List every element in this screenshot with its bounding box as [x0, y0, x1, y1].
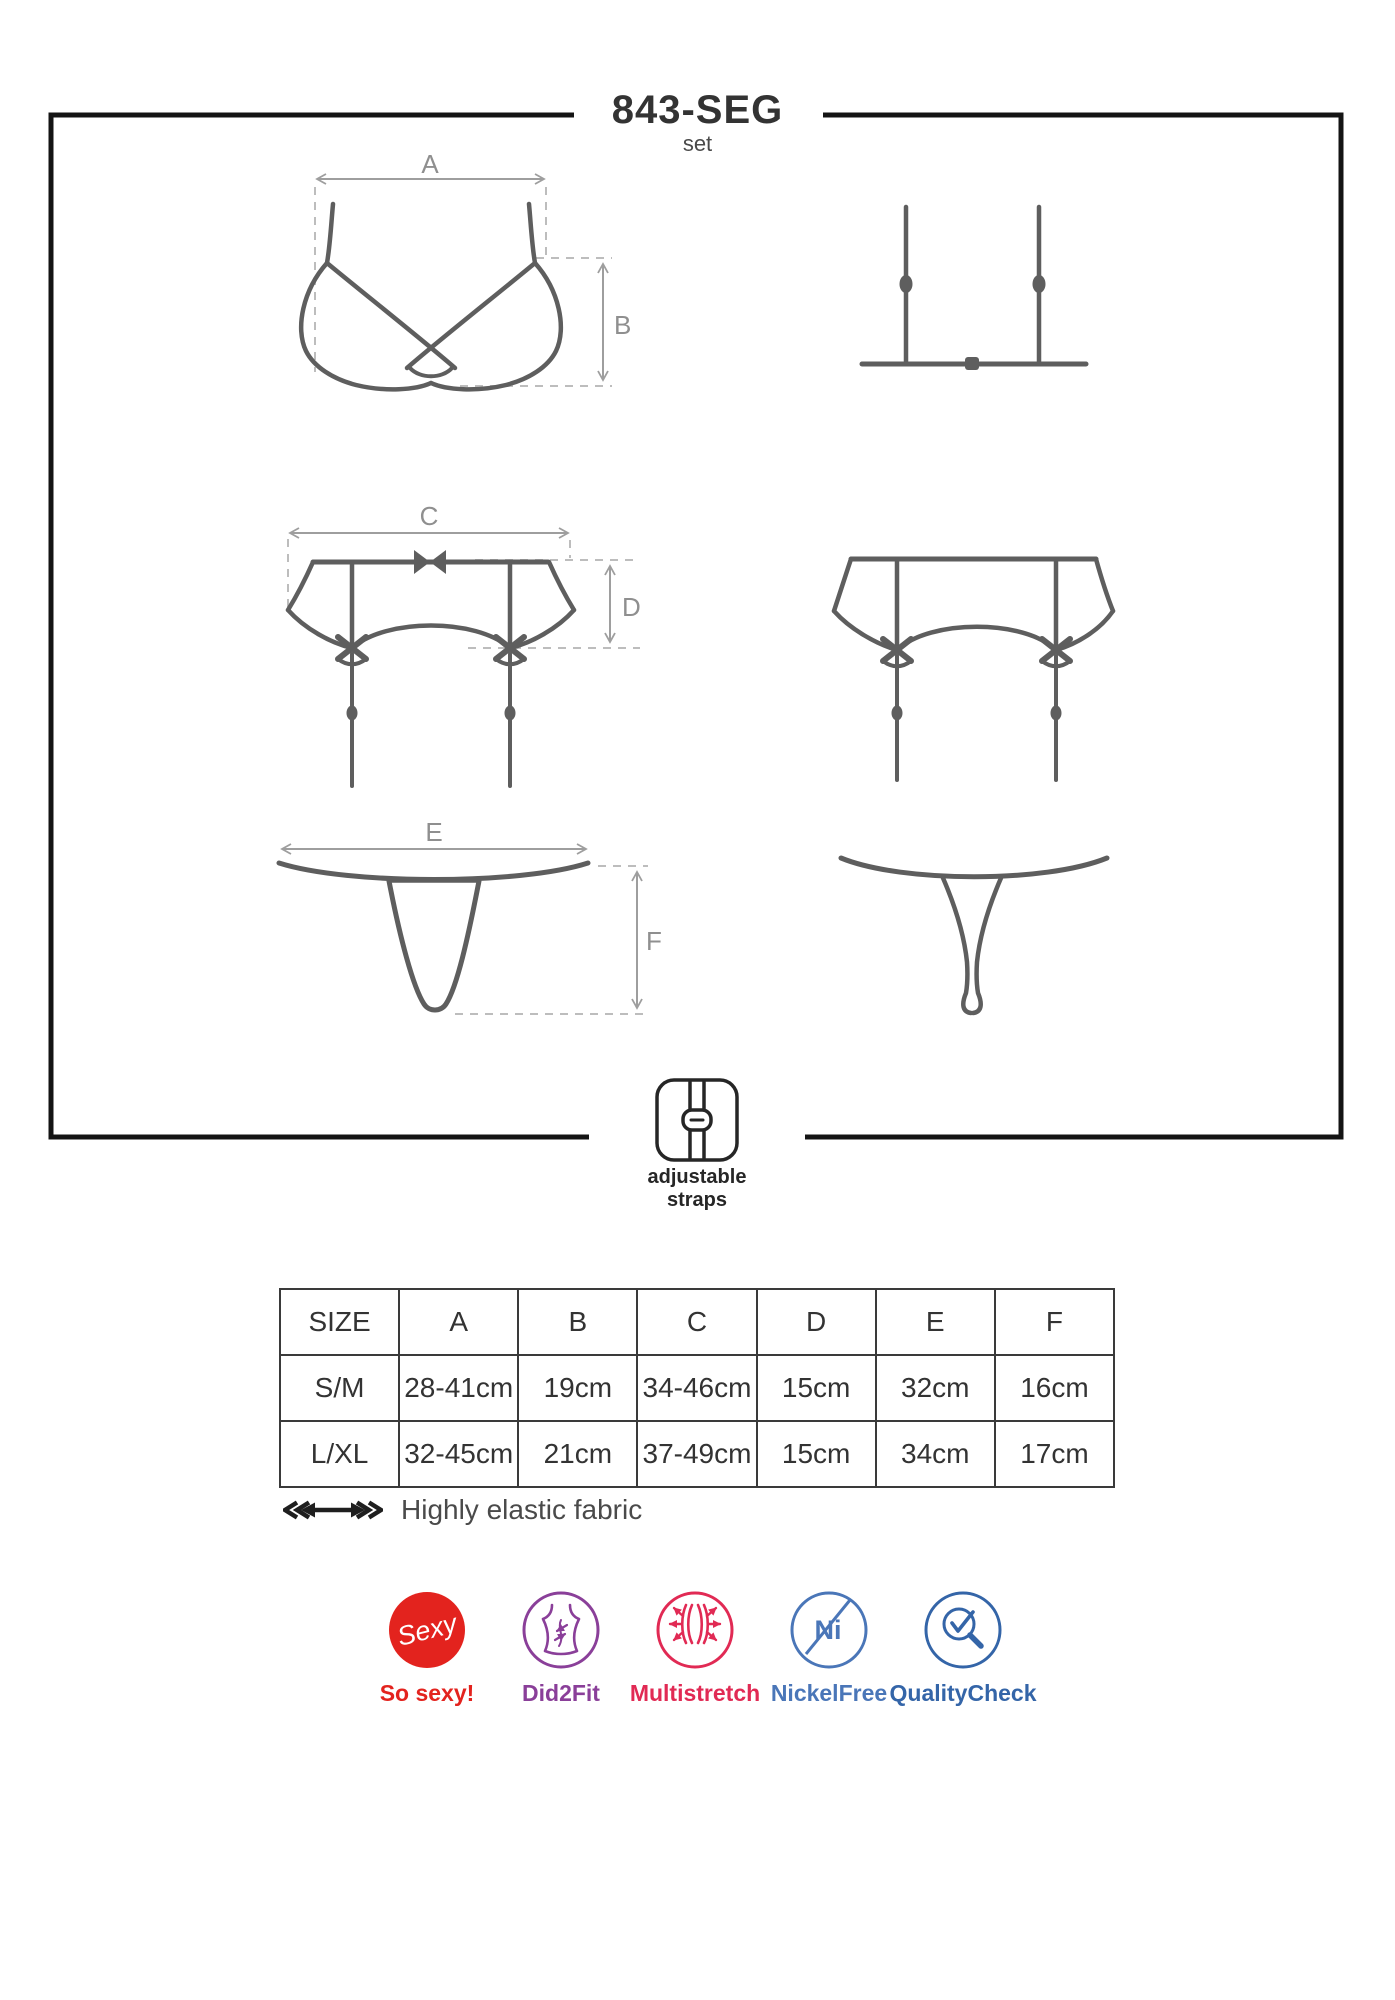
size-table-header-cell: F: [995, 1289, 1114, 1355]
size-table-header-cell: B: [518, 1289, 637, 1355]
adjustable-straps-label: [597, 1166, 797, 1212]
size-table-header-cell: E: [876, 1289, 995, 1355]
size-table-row-sm: [280, 1355, 1114, 1421]
size-table-row-lxl: [280, 1421, 1114, 1487]
dim-label-f: F: [646, 926, 662, 956]
size-table-header-cell: C: [637, 1289, 756, 1355]
size-table-cell: S/M: [280, 1355, 399, 1421]
qualitycheck-icon: [923, 1590, 1003, 1670]
badge-label: QualityCheck: [889, 1680, 1037, 1706]
elastic-note: [283, 1494, 642, 1526]
badge-label: NickelFree: [770, 1680, 888, 1706]
size-table: [279, 1288, 1115, 1488]
size-table-cell: L/XL: [280, 1421, 399, 1487]
size-table-cell: 15cm: [757, 1421, 876, 1487]
size-table-header-row: [280, 1289, 1114, 1355]
feature-badges: [360, 1590, 1037, 1707]
garter-front-drawing: [288, 550, 574, 786]
nickelfree-icon-text: Ni: [814, 1615, 842, 1645]
badge-so-sexy: [360, 1590, 494, 1707]
dimension-dashed-lines: [288, 187, 648, 1014]
dim-label-e: E: [425, 817, 443, 847]
adjustable-straps-label-line2: straps: [666, 1189, 728, 1211]
size-table-header-cell: SIZE: [280, 1289, 399, 1355]
sexy-icon: [387, 1590, 467, 1670]
thong-back-drawing: [841, 858, 1107, 1013]
dimension-lines: [282, 179, 637, 1008]
dim-label-d: D: [622, 592, 641, 622]
adjustable-straps-label-line1: adjustable: [647, 1166, 747, 1188]
size-table-cell: 16cm: [995, 1355, 1114, 1421]
badge-nickelfree: [762, 1590, 896, 1707]
badge-did2fit: [494, 1590, 628, 1707]
garter-back-drawing: [834, 559, 1113, 780]
size-table-cell: 15cm: [757, 1355, 876, 1421]
thong-front-drawing: [279, 863, 588, 1010]
nickelfree-icon: [789, 1590, 869, 1670]
size-table-cell: 19cm: [518, 1355, 637, 1421]
size-table-cell: 28-41cm: [399, 1355, 518, 1421]
product-type: set: [682, 131, 713, 156]
size-table-cell: 34cm: [876, 1421, 995, 1487]
elastic-note-text: Highly elastic fabric: [401, 1494, 643, 1525]
dim-label-a: A: [421, 149, 439, 179]
multistretch-icon: [655, 1590, 735, 1670]
did2fit-icon: [521, 1590, 601, 1670]
size-table-cell: 21cm: [518, 1421, 637, 1487]
size-table-cell: 17cm: [995, 1421, 1114, 1487]
size-table-cell: 37-49cm: [637, 1421, 756, 1487]
badge-label: So sexy!: [379, 1680, 475, 1706]
size-table-cell: 32cm: [876, 1355, 995, 1421]
bra-back-drawing: [862, 207, 1086, 370]
badge-label: Did2Fit: [522, 1680, 600, 1706]
badge-label: Multistretch: [629, 1680, 761, 1706]
sexy-icon-text: Sexy: [394, 1608, 460, 1652]
badge-multistretch: [628, 1590, 762, 1707]
adjustable-straps-icon: [657, 1080, 737, 1160]
product-code: 843-SEG: [611, 88, 784, 132]
stretch-arrow-icon: [283, 1496, 383, 1524]
frame-border: [51, 115, 1341, 1137]
dim-label-c: C: [419, 501, 439, 531]
size-table-cell: 34-46cm: [637, 1355, 756, 1421]
bra-front-drawing: [301, 204, 561, 389]
size-table-header-cell: A: [399, 1289, 518, 1355]
size-table-cell: 32-45cm: [399, 1421, 518, 1487]
badge-qualitycheck: [889, 1590, 1037, 1707]
size-table-header-cell: D: [757, 1289, 876, 1355]
dim-label-b: B: [614, 310, 632, 340]
